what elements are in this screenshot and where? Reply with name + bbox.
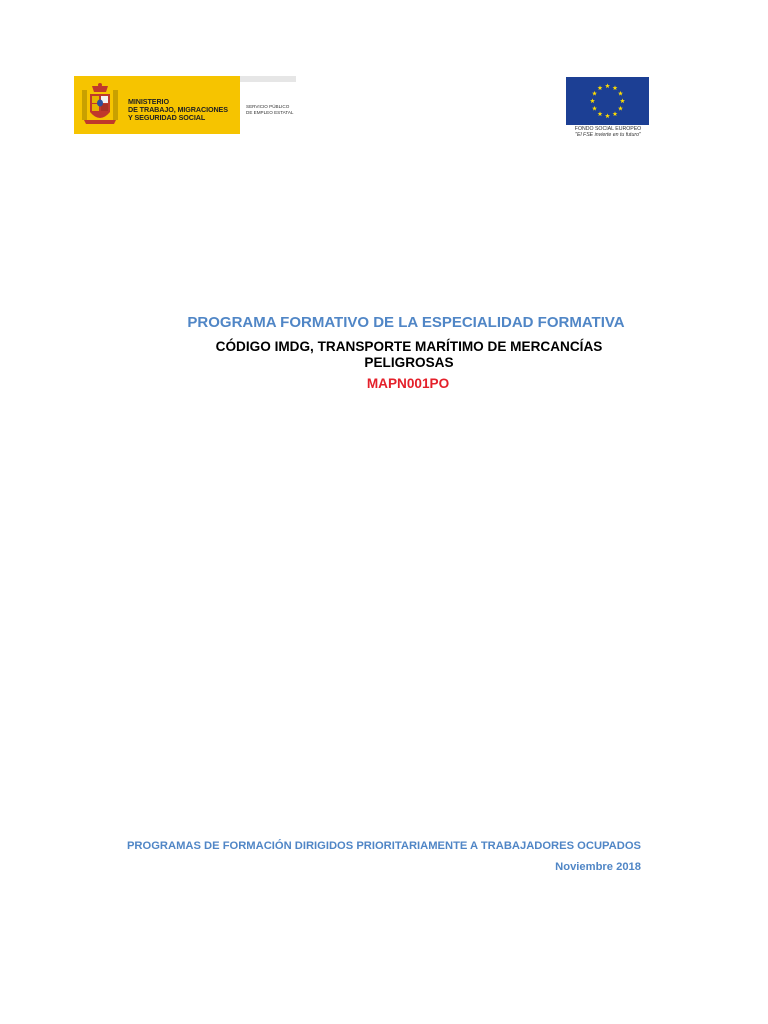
eu-fund-name: FONDO SOCIAL EUROPEO: [574, 126, 642, 132]
program-title: PROGRAMA FORMATIVO DE LA ESPECIALIDAD FORMATIVA: [187, 314, 625, 331]
spain-coat-of-arms-icon: [80, 82, 120, 128]
sepe-name-line-1: SERVICIO PÚBLICO: [246, 104, 290, 109]
specialty-code: MAPN001PO: [366, 376, 450, 391]
eu-flag-icon: [566, 77, 649, 125]
course-title: [200, 339, 618, 370]
ministry-name-line-1: MINISTERIO: [128, 97, 169, 106]
eu-fund-slogan: "El FSE invierte en tu futuro": [575, 132, 641, 138]
sepe-name-line-2: DE EMPLEO ESTATAL: [246, 109, 294, 115]
ministry-name-line-2: DE TRABAJO, MIGRACIONES: [128, 105, 228, 114]
eu-fse-logo: [566, 77, 650, 141]
program-type: PROGRAMAS DE FORMACIÓN DIRIGIDOS PRIORITARIAMENTE A TRABAJADORES OCUPADOS: [126, 840, 641, 852]
logo-divider: [240, 76, 296, 82]
publication-date: Noviembre 2018: [555, 861, 641, 873]
ministry-logo: [74, 76, 296, 134]
ministry-name-line-3: Y SEGURIDAD SOCIAL: [128, 113, 206, 122]
course-title-line-1: CÓDIGO IMDG, TRANSPORTE MARÍTIMO DE MERCANCÍAS: [215, 339, 603, 354]
sepe-name: [246, 104, 306, 115]
course-title-line-2: PELIGROSAS: [364, 354, 454, 370]
ministry-name: [128, 98, 238, 122]
